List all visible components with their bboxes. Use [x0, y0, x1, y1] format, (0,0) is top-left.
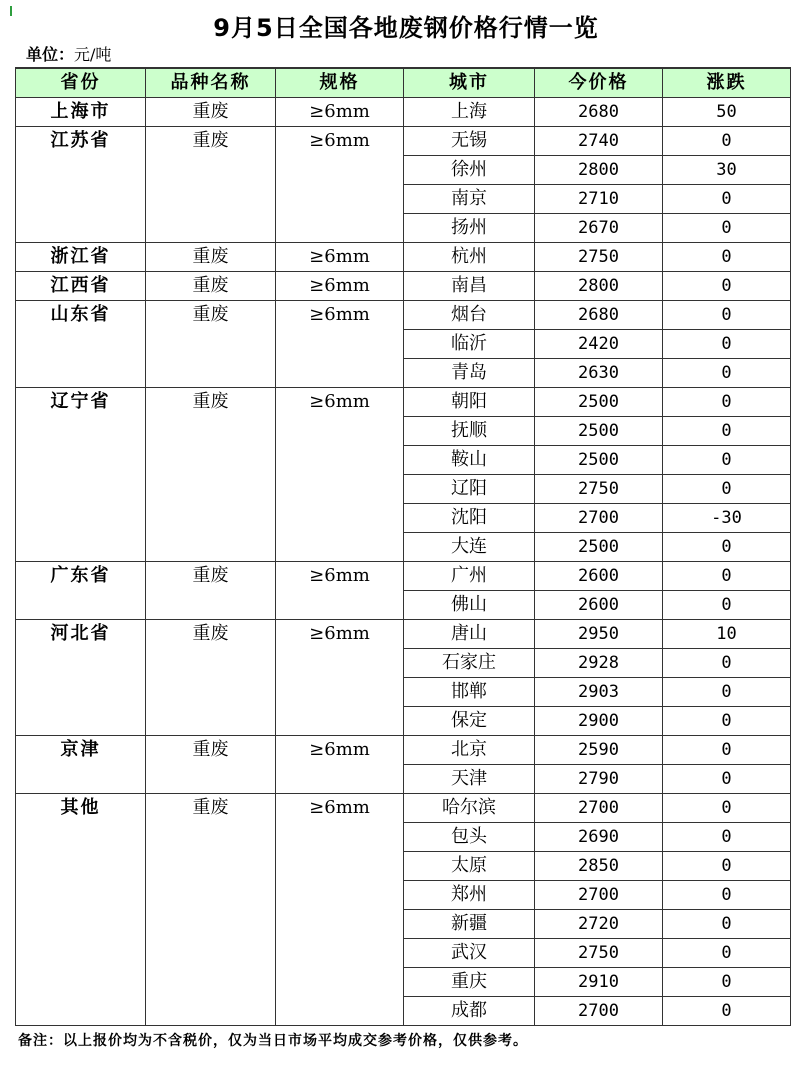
change-cell: 0 [663, 475, 791, 504]
change-cell: 0 [663, 881, 791, 910]
unit-label: 单位： [26, 45, 75, 64]
province-cell: 河北省 [16, 620, 146, 736]
price-cell: 2710 [535, 185, 663, 214]
spec-cell: ≥6mm [276, 736, 404, 794]
table-row [16, 243, 791, 272]
city-cell: 郑州 [404, 881, 535, 910]
city-cell: 天津 [404, 765, 535, 794]
change-cell: 0 [663, 823, 791, 852]
price-table [15, 67, 791, 1026]
header-price: 今价格 [535, 68, 663, 98]
header-variety: 品种名称 [146, 68, 276, 98]
city-cell: 邯郸 [404, 678, 535, 707]
city-cell: 包头 [404, 823, 535, 852]
table-row [16, 562, 791, 591]
change-cell: 0 [663, 214, 791, 243]
header-change: 涨跌 [663, 68, 791, 98]
change-cell: 30 [663, 156, 791, 185]
province-cell: 上海市 [16, 98, 146, 127]
price-cell: 2600 [535, 591, 663, 620]
change-cell: 0 [663, 678, 791, 707]
price-cell: 2850 [535, 852, 663, 881]
variety-cell: 重废 [146, 562, 276, 620]
table-row [16, 620, 791, 649]
price-cell: 2420 [535, 330, 663, 359]
table-row [16, 736, 791, 765]
province-cell: 江苏省 [16, 127, 146, 243]
price-cell: 2800 [535, 272, 663, 301]
city-cell: 新疆 [404, 910, 535, 939]
city-cell: 南京 [404, 185, 535, 214]
city-cell: 重庆 [404, 968, 535, 997]
spec-cell: ≥6mm [276, 98, 404, 127]
change-cell: 0 [663, 301, 791, 330]
city-cell: 石家庄 [404, 649, 535, 678]
province-cell: 其他 [16, 794, 146, 1026]
price-cell: 2500 [535, 417, 663, 446]
change-cell: 0 [663, 359, 791, 388]
variety-cell: 重废 [146, 98, 276, 127]
city-cell: 烟台 [404, 301, 535, 330]
spec-cell: ≥6mm [276, 243, 404, 272]
spec-cell: ≥6mm [276, 794, 404, 1026]
spec-cell: ≥6mm [276, 620, 404, 736]
province-cell: 浙江省 [16, 243, 146, 272]
price-cell: 2630 [535, 359, 663, 388]
table-row [16, 388, 791, 417]
change-cell: 0 [663, 997, 791, 1026]
unit-value: 元/吨 [74, 45, 112, 64]
spec-cell: ≥6mm [276, 301, 404, 388]
city-cell: 北京 [404, 736, 535, 765]
change-cell: 0 [663, 446, 791, 475]
change-cell: -30 [663, 504, 791, 533]
header-row [16, 68, 791, 98]
price-cell: 2500 [535, 533, 663, 562]
price-cell: 2750 [535, 475, 663, 504]
change-cell: 0 [663, 591, 791, 620]
province-cell: 江西省 [16, 272, 146, 301]
price-cell: 2690 [535, 823, 663, 852]
change-cell: 0 [663, 127, 791, 156]
variety-cell: 重废 [146, 794, 276, 1026]
header-province: 省份 [16, 68, 146, 98]
table-row [16, 272, 791, 301]
price-cell: 2700 [535, 504, 663, 533]
change-cell: 0 [663, 388, 791, 417]
city-cell: 上海 [404, 98, 535, 127]
spec-cell: ≥6mm [276, 388, 404, 562]
table-row [16, 301, 791, 330]
table-body [16, 98, 791, 1026]
city-cell: 抚顺 [404, 417, 535, 446]
table-row [16, 794, 791, 823]
change-cell: 0 [663, 272, 791, 301]
city-cell: 哈尔滨 [404, 794, 535, 823]
city-cell: 广州 [404, 562, 535, 591]
change-cell: 0 [663, 243, 791, 272]
price-cell: 2750 [535, 939, 663, 968]
price-cell: 2700 [535, 997, 663, 1026]
change-cell: 0 [663, 968, 791, 997]
change-cell: 10 [663, 620, 791, 649]
unit-line [26, 42, 111, 65]
price-cell: 2700 [535, 881, 663, 910]
city-cell: 扬州 [404, 214, 535, 243]
variety-cell: 重废 [146, 620, 276, 736]
price-cell: 2790 [535, 765, 663, 794]
city-cell: 保定 [404, 707, 535, 736]
city-cell: 佛山 [404, 591, 535, 620]
price-cell: 2950 [535, 620, 663, 649]
change-cell: 0 [663, 939, 791, 968]
city-cell: 武汉 [404, 939, 535, 968]
spec-cell: ≥6mm [276, 272, 404, 301]
change-cell: 0 [663, 185, 791, 214]
province-cell: 辽宁省 [16, 388, 146, 562]
city-cell: 成都 [404, 997, 535, 1026]
province-cell: 山东省 [16, 301, 146, 388]
variety-cell: 重废 [146, 388, 276, 562]
change-cell: 0 [663, 649, 791, 678]
city-cell: 鞍山 [404, 446, 535, 475]
price-cell: 2928 [535, 649, 663, 678]
price-cell: 2500 [535, 446, 663, 475]
header-city: 城市 [404, 68, 535, 98]
city-cell: 唐山 [404, 620, 535, 649]
province-cell: 京津 [16, 736, 146, 794]
price-cell: 2910 [535, 968, 663, 997]
change-cell: 0 [663, 562, 791, 591]
city-cell: 徐州 [404, 156, 535, 185]
change-cell: 50 [663, 98, 791, 127]
city-cell: 辽阳 [404, 475, 535, 504]
price-cell: 2680 [535, 301, 663, 330]
change-cell: 0 [663, 330, 791, 359]
city-cell: 南昌 [404, 272, 535, 301]
city-cell: 无锡 [404, 127, 535, 156]
price-cell: 2900 [535, 707, 663, 736]
variety-cell: 重废 [146, 127, 276, 243]
change-cell: 0 [663, 417, 791, 446]
price-cell: 2720 [535, 910, 663, 939]
table-row [16, 98, 791, 127]
variety-cell: 重废 [146, 736, 276, 794]
price-cell: 2740 [535, 127, 663, 156]
spec-cell: ≥6mm [276, 127, 404, 243]
price-cell: 2500 [535, 388, 663, 417]
variety-cell: 重废 [146, 301, 276, 388]
price-cell: 2903 [535, 678, 663, 707]
city-cell: 青岛 [404, 359, 535, 388]
price-cell: 2600 [535, 562, 663, 591]
change-cell: 0 [663, 736, 791, 765]
province-cell: 广东省 [16, 562, 146, 620]
change-cell: 0 [663, 533, 791, 562]
city-cell: 杭州 [404, 243, 535, 272]
page-title: 9月5日全国各地废钢价格行情一览 [213, 14, 599, 42]
price-cell: 2680 [535, 98, 663, 127]
city-cell: 临沂 [404, 330, 535, 359]
change-cell: 0 [663, 910, 791, 939]
price-cell: 2800 [535, 156, 663, 185]
table-row [16, 127, 791, 156]
city-cell: 沈阳 [404, 504, 535, 533]
change-cell: 0 [663, 852, 791, 881]
spec-cell: ≥6mm [276, 562, 404, 620]
header-spec: 规格 [276, 68, 404, 98]
city-cell: 朝阳 [404, 388, 535, 417]
price-cell: 2750 [535, 243, 663, 272]
footnote: 备注：以上报价均为不含税价，仅为当日市场平均成交参考价格，仅供参考。 [18, 1033, 528, 1049]
city-cell: 太原 [404, 852, 535, 881]
variety-cell: 重废 [146, 272, 276, 301]
change-cell: 0 [663, 765, 791, 794]
city-cell: 大连 [404, 533, 535, 562]
price-cell: 2590 [535, 736, 663, 765]
variety-cell: 重废 [146, 243, 276, 272]
price-cell: 2670 [535, 214, 663, 243]
price-cell: 2700 [535, 794, 663, 823]
change-cell: 0 [663, 707, 791, 736]
change-cell: 0 [663, 794, 791, 823]
